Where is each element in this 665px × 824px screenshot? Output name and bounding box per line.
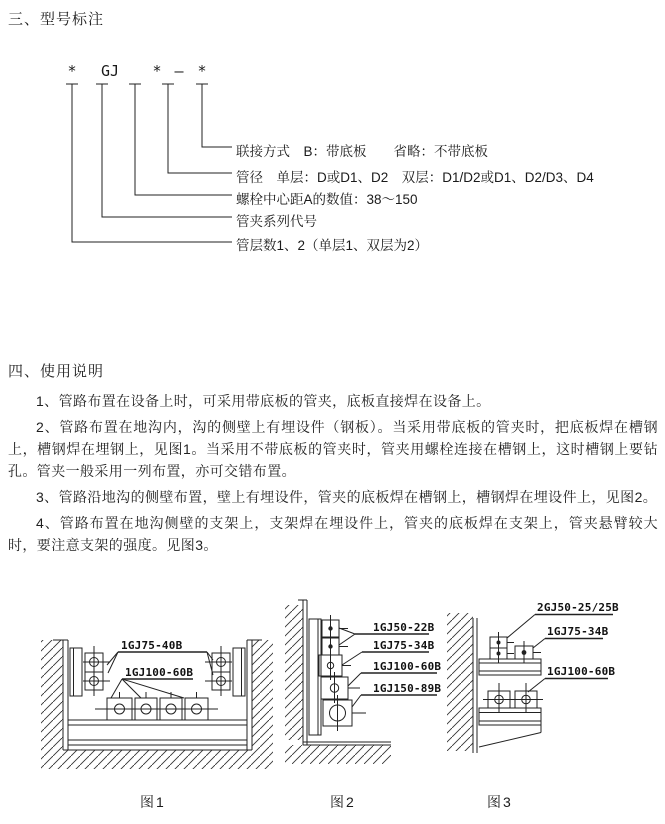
figure3-bracket-drawing [443, 593, 665, 765]
fig2-label-clamp-50-22: 1GJ50-22B [373, 621, 435, 634]
model-designation-lines [0, 55, 260, 255]
fig2-label-clamp-150-89: 1GJ150-89B [373, 682, 442, 695]
fig1-label-clamp-100-60: 1GJ100-60B [125, 666, 194, 679]
hatch-floor [285, 745, 391, 764]
figure2-wall-drawing [283, 593, 463, 775]
model-code-dash: — [174, 62, 184, 80]
hatch-left-wall [41, 640, 63, 750]
figure1-trench-drawing [35, 612, 275, 777]
model-code-series: GJ [100, 62, 120, 80]
model-code-star-1: * [67, 62, 77, 80]
figure2-caption: 图2 [330, 794, 356, 810]
fig3-label-clamp-100-60: 1GJ100-60B [547, 665, 616, 678]
usage-paragraph-2: 2、管路布置在地沟内，沟的侧壁上有埋设件（钢板）。当采用带底板的管夹时，把底板焊在槽钢上，槽钢焊在埋钢上，见图1。当采用不带底板的管夹时，管夹用螺栓连接在槽钢上，这时槽钢上要钻孔。管夹一般采用一列布置，亦可交错布置。 [8, 419, 658, 479]
section4 [8, 360, 658, 560]
hatch-wall [447, 613, 473, 751]
section4-heading: 四、使用说明 [8, 363, 105, 380]
fig1-label-clamp-75-40: 1GJ75-40B [121, 639, 183, 652]
usage-paragraph-1: 1、管路布置在设备上时，可采用带底板的管夹，底板直接焊在设备上。 [36, 393, 491, 409]
legend-bolt-distance: 螺栓中心距A的数值：38～150 [236, 192, 418, 207]
hatch-floor [41, 750, 273, 769]
usage-paragraph-4: 4、管路布置在地沟侧壁的支架上，支架焊在埋设件上，管夹的底板焊在支架上，管夹悬臂较大时，要注意支架的强度。见图3。 [8, 515, 658, 553]
usage-paragraph-3: 3、管路沿地沟的侧壁布置，壁上有埋设件，管夹的底板焊在槽钢上，槽钢焊在埋设件上，见图2。 [36, 489, 658, 505]
figure1-caption: 图1 [140, 794, 166, 810]
hatch-right-wall [252, 640, 273, 750]
section3-heading: 三、型号标注 [8, 11, 105, 28]
legend-series-code: 管夹系列代号 [236, 214, 317, 229]
fig2-label-clamp-75-34: 1GJ75-34B [373, 639, 435, 652]
fig3-label-clamp-75-34: 1GJ75-34B [547, 625, 609, 638]
fig3-label-clamp-2gj50: 2GJ50-25/25B [537, 601, 619, 614]
hatch-wall [285, 605, 303, 740]
legend-pipe-diameter: 管径 单层：D或D1、D2 双层：D1/D2或D1、D2/D3、D4 [236, 170, 594, 185]
legend-connection-type: 联接方式 B：带底板 省略：不带底板 [236, 144, 489, 159]
model-code-star-3: * [197, 62, 207, 80]
fig2-label-clamp-100-60: 1GJ100-60B [373, 660, 442, 673]
figure3-caption: 图3 [487, 794, 513, 810]
legend-layer-count: 管层数1、2（单层1、双层为2） [236, 238, 429, 253]
model-code-star-2: * [152, 62, 162, 80]
